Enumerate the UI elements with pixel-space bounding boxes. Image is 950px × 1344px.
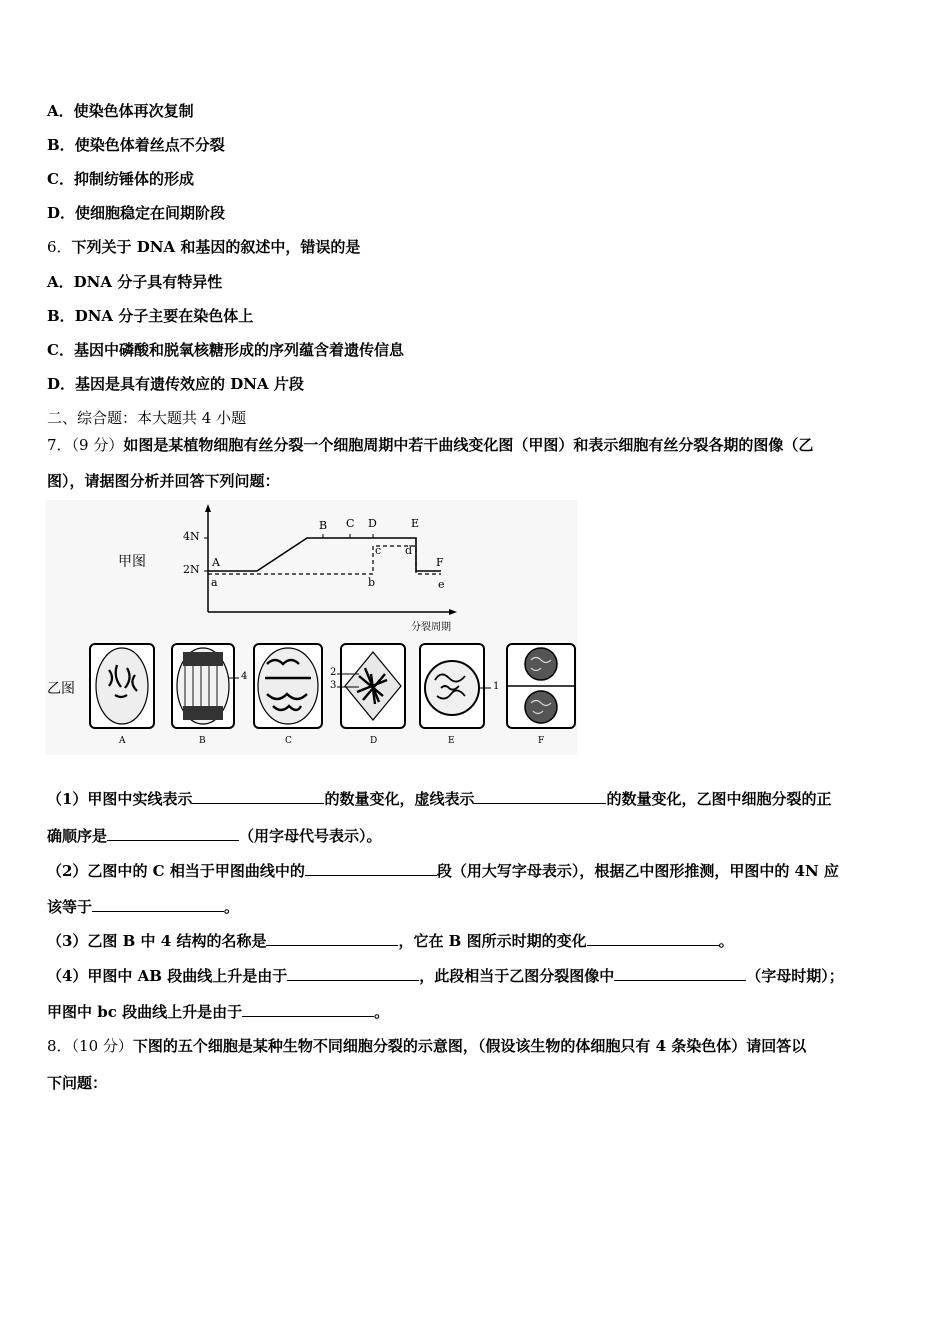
answer-blank[interactable]	[305, 860, 437, 876]
q6-option-b: B．DNA 分子主要在染色体上	[47, 307, 254, 325]
structure-1: 1	[493, 681, 500, 692]
cell-f	[507, 644, 575, 728]
y-label-4n: 4N	[183, 530, 200, 543]
q7-sub1-line2: 确顺序是 （用字母代号表示）。	[47, 827, 382, 845]
point-e: e	[438, 578, 445, 591]
cell-caption-a: A	[119, 736, 126, 746]
q7-sub4-line1: （4）甲图中 AB 段曲线上升是由于 ，此段相当于乙图分裂图像中 （字母时期）；	[47, 967, 844, 985]
jia-label: 甲图	[118, 554, 146, 570]
point-E: E	[411, 517, 420, 530]
point-d: d	[405, 544, 413, 557]
q7-stem-line2: 图），请据图分析并回答下列问题：	[47, 472, 280, 490]
cell-caption-f: F	[538, 736, 545, 746]
q5-option-d: D．使细胞稳定在间期阶段	[47, 204, 226, 222]
cell-caption-d: D	[370, 736, 378, 746]
cell-caption-b: B	[199, 736, 206, 746]
answer-blank[interactable]	[242, 1001, 374, 1017]
section-2-heading: 二、综合题：本大题共 4 小题	[47, 409, 247, 427]
yi-label: 乙图	[47, 681, 75, 697]
answer-blank[interactable]	[192, 788, 324, 804]
cell-caption-c: C	[285, 736, 292, 746]
q7-figure	[45, 500, 577, 755]
q5-option-b: B．使染色体着丝点不分裂	[47, 136, 225, 154]
answer-blank[interactable]	[474, 788, 606, 804]
x-axis-label: 分裂周期	[411, 622, 451, 633]
answer-blank[interactable]	[92, 896, 224, 912]
q7-sub1-line1: （1）甲图中实线表示 的数量变化，虚线表示 的数量变化，乙图中细胞分裂的正	[47, 790, 832, 808]
q7-sub2-line2: 该等于 。	[47, 898, 240, 916]
structure-4: 4	[241, 671, 248, 682]
answer-blank[interactable]	[287, 965, 419, 981]
answer-blank[interactable]	[614, 965, 746, 981]
point-C: C	[346, 517, 355, 530]
cell-b	[172, 644, 239, 728]
point-c: c	[375, 544, 382, 557]
cell-a	[90, 644, 154, 728]
q6-option-d: D．基因是具有遗传效应的 DNA 片段	[47, 375, 304, 393]
q7-sub3: （3）乙图 B 中 4 结构的名称是 ，它在 B 图所示时期的变化 。	[47, 932, 734, 950]
y-label-2n: 2N	[183, 563, 200, 576]
structure-3: 3	[330, 680, 337, 691]
point-b: b	[368, 576, 376, 589]
cell-d	[337, 644, 405, 728]
q7-sub4-line2: 甲图中 bc 段曲线上升是由于 。	[47, 1003, 390, 1021]
point-D: D	[368, 517, 377, 530]
q8-stem-line2: 下问题：	[47, 1074, 108, 1092]
q7-stem-line1: 7．（9 分）如图是某植物细胞有丝分裂一个细胞周期中若干曲线变化图（甲图）和表示细胞有丝分裂各期的图像（乙	[47, 436, 814, 454]
answer-blank[interactable]	[107, 825, 239, 841]
q6-option-a: A．DNA 分子具有特异性	[47, 273, 223, 291]
q6-stem: 6．下列关于 DNA 和基因的叙述中，错误的是	[47, 238, 361, 256]
point-F: F	[436, 556, 444, 569]
q5-option-a: A．使染色体再次复制	[47, 102, 194, 120]
structure-2: 2	[330, 667, 337, 678]
cell-caption-e: E	[448, 736, 455, 746]
q6-option-c: C．基因中磷酸和脱氧核糖形成的序列蕴含着遗传信息	[47, 341, 404, 359]
point-A: A	[212, 556, 220, 569]
q8-stem-line1: 8．（10 分）下图的五个细胞是某种生物不同细胞分裂的示意图，（假设该生物的体细胞只有 4 条染色体）请回答以	[47, 1037, 807, 1055]
q7-sub2-line1: （2）乙图中的 C 相当于甲图曲线中的 段（用大写字母表示），根据乙中图形推测，甲图中的 4N 应	[47, 862, 839, 880]
point-a: a	[211, 576, 218, 589]
q5-option-c: C．抑制纺锤体的形成	[47, 170, 194, 188]
point-B: B	[319, 519, 328, 532]
answer-blank[interactable]	[266, 930, 398, 946]
cell-c	[254, 644, 322, 728]
cell-e	[420, 644, 491, 728]
answer-blank[interactable]	[587, 930, 719, 946]
